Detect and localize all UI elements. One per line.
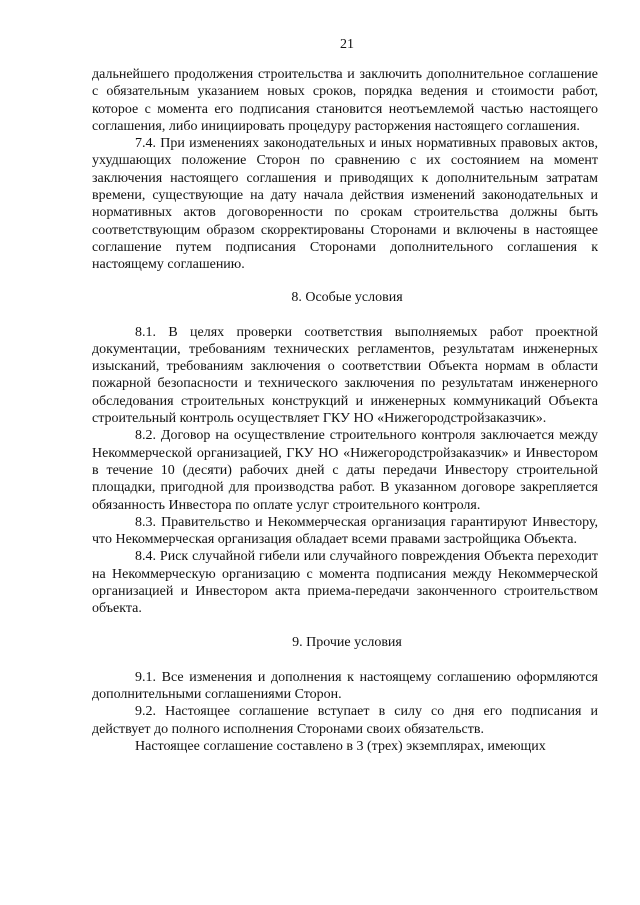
clause-8-1: 8.1. В целях проверки соответствия выполняемых работ проектной документации, требованиям технических регламентов, результатам инженерных изысканий, требованиям заключения о соответствии Объекта нормам в области пожарной безопасности и технического заключения по результатам инженерного обследования строительных конструкций и инженерных коммуникаций Объекта строительный контроль осуществляет ГКУ НО «Нижегородстройзаказчик». [92,324,598,427]
section-9-title: 9. Прочие условия [292,634,402,650]
section-8-title: 8. Особые условия [291,289,403,305]
clause-9-3: Настоящее соглашение составлено в 3 (трех) экземплярах, имеющих [135,738,546,754]
section-7-continuation: дальнейшего продолжения строительства и заключить дополнительное соглашение с обязательным указанием новых сроков, порядка ведения и стоимости работ, которое с момента его подписания становится неотъемлемой частью настоящего соглашения, либо инициировать процедуру расторжения настоящего соглашения. [92,67,598,134]
clause-8-3: 8.3. Правительство и Некоммерческая организация гарантируют Инвестору, что Некоммерческая организация обладает всеми правами застройщика Объекта. [92,514,598,548]
clause-9-2: 9.2. Настоящее соглашение вступает в силу со дня его подписания и действует до полного исполнения Сторонами своих обязательств. [92,704,598,737]
page-number: 21 [340,37,354,52]
clause-7-4: 7.4. При изменениях законодательных и иных нормативных правовых актов, ухудшающих положение Сторон по сравнению с их состоянием на момент заключения настоящего соглашения и приводящих к дополнительным затратам времени, существующие на дату начала действия изменений законодательных и нормативных актов договоренности по срокам строительства должны быть соответствующим образом скорректированы Сторонами и включены в настоящее соглашение путем подписания Сторонами дополнительного соглашения к настоящему соглашению. [92,136,598,273]
clause-8-4: 8.4. Риск случайной гибели или случайного повреждения Объекта переходит на Некоммерческую организацию с момента подписания между Некоммерческой организацией и Инвестором акта приема-передачи законченного строительством объекта. [92,549,598,617]
clause-8-2: 8.2. Договор на осуществление строительного контроля заключается между Некоммерческой организацией, ГКУ НО «Нижегородстройзаказчик» и Инвестором в течение 10 (десяти) рабочих дней с даты передачи Инвестору строительной площадки, пригодной для производства работ. В указанном договоре закрепляется обязанность Инвестора по оплате услуг строительного контроля. [92,428,598,513]
clause-9-1: 9.1. Все изменения и дополнения к настоящему соглашению оформляются дополнительными соглашениями Сторон. [92,669,598,702]
